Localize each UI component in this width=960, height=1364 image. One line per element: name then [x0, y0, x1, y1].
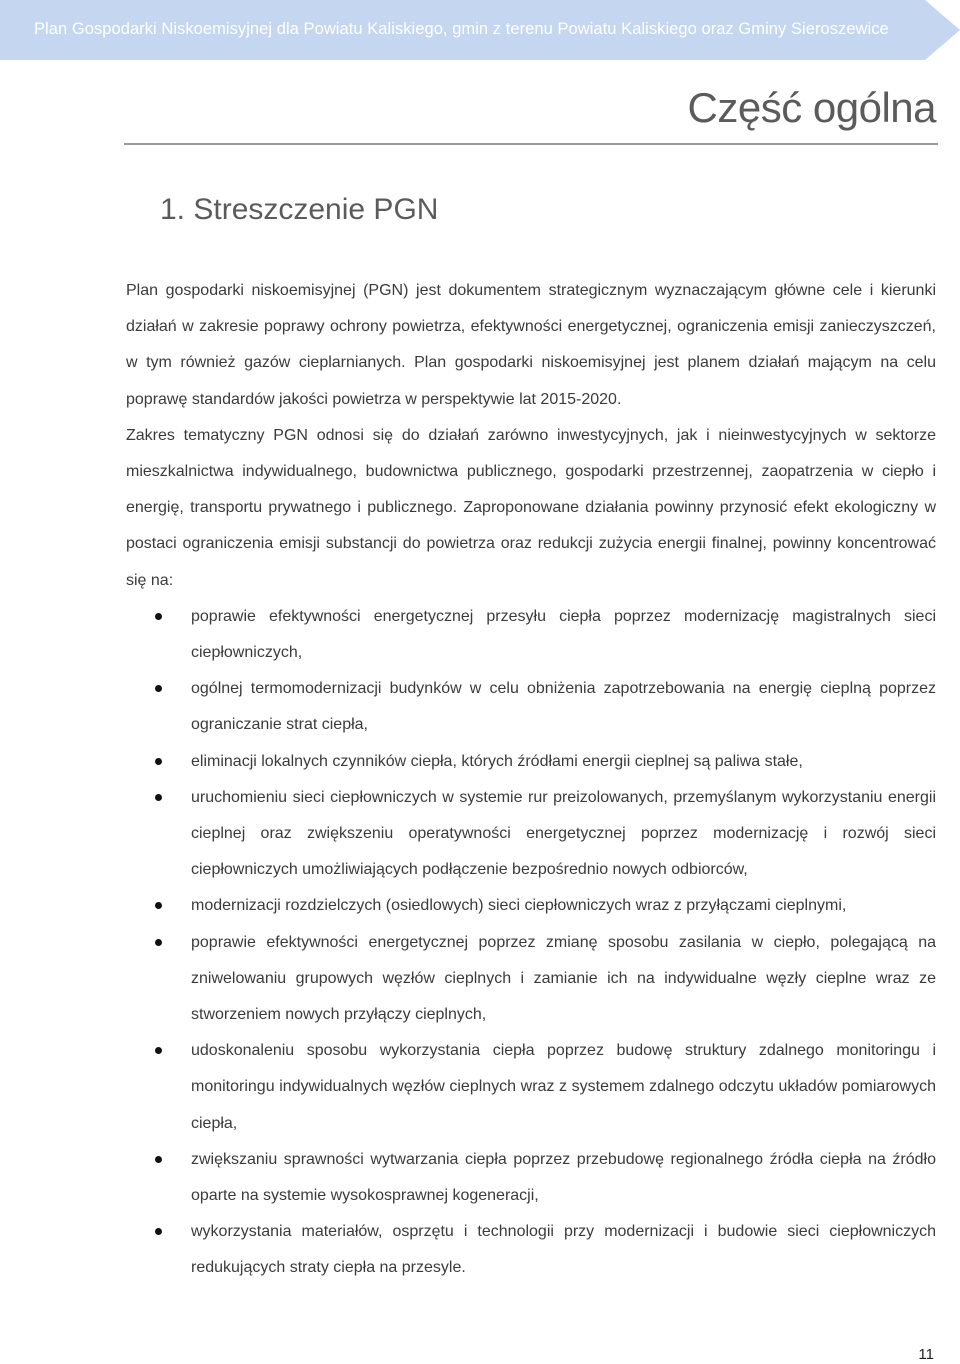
- bullet-dot-icon: [155, 794, 162, 801]
- paragraph-intro: Plan gospodarki niskoemisyjnej (PGN) jest dokumentem strategicznym wyznaczającym główne cele i kierunki działań w zakresie poprawy ochrony powietrza, efektywności energetycznej, ograniczenia emisji zanieczyszczeń, w tym również gazów cieplarnianych. Plan gospodarki niskoemisyjnej jest planem działań mającym na celu poprawę standardów jakości powietrza w perspektywie lat 2015-2020.: [126, 282, 936, 408]
- list-item-text: eliminacji lokalnych czynników ciepła, których źródłami energii cieplnej są paliwa stałe,: [191, 752, 803, 770]
- section-title: Część ogólna: [687, 84, 936, 131]
- bullet-dot-icon: [155, 758, 162, 765]
- header-banner-text: Plan Gospodarki Niskoemisyjnej dla Powiatu Kaliskiego, gmin z terenu Powiatu Kaliskiego oraz Gminy Sieroszewice: [34, 20, 889, 38]
- paragraph-scope: Zakres tematyczny PGN odnosi się do działań zarówno inwestycyjnych, jak i nieinwestycyjnych w sektorze mieszkalnictwa indywidualnego, budownictwa publicznego, gospodarki przestrzennej, zaopatrzenia w ciepło i energię, transportu prywatnego i publicznego. Zaproponowane działania powinny przynosić efekt ekologiczny w postaci ograniczenia emisji substancji do powietrza oraz redukcji zużycia energii finalnej, powinny koncentrować się na:: [126, 426, 936, 589]
- bullet-dot-icon: [155, 1156, 162, 1163]
- bullet-dot-icon: [155, 1228, 162, 1235]
- chapter-title: 1. Streszczenie PGN: [160, 193, 439, 226]
- list-item: [126, 744, 936, 780]
- list-item-text: uruchomieniu sieci ciepłowniczych w systemie rur preizolowanych, przemyślanym wykorzystaniu energii cieplnej oraz zwiększeniu operatywności energetycznej poprzez modernizację i rozwój sieci ciepłowniczych umożliwiających podłączenie bezpośrednio nowych odbiorców,: [191, 788, 936, 879]
- list-item-text: udoskonaleniu sposobu wykorzystania ciepła poprzez budowę struktury zdalnego monitoringu i monitoringu indywidualnych węzłów cieplnych wraz z systemem zdalnego odczytu układów pomiarowych ciepła,: [191, 1042, 936, 1132]
- bullet-dot-icon: [155, 685, 162, 692]
- bullet-list: [126, 599, 936, 1287]
- list-item-text: poprawie efektywności energetycznej przesyłu ciepła poprzez modernizację magistralnych sieci ciepłowniczych,: [191, 607, 936, 662]
- document-body: [126, 273, 936, 1287]
- bullet-dot-icon: [155, 902, 162, 909]
- list-item-text: modernizacji rozdzielczych (osiedlowych) sieci ciepłowniczych wraz z przyłączami cieplnymi,: [191, 897, 847, 915]
- list-item: [126, 780, 936, 889]
- list-item: [126, 925, 936, 1034]
- list-item-text: ogólnej termomodernizacji budynków w celu obniżenia zapotrzebowania na energię cieplną poprzez ograniczanie strat ciepła,: [191, 680, 936, 734]
- page-number: 11: [918, 1346, 934, 1363]
- bullet-dot-icon: [155, 613, 162, 620]
- list-item-text: wykorzystania materiałów, osprzętu i technologii przy modernizacji i budowie sieci ciepłowniczych redukujących straty ciepła na przesyle.: [191, 1223, 936, 1277]
- title-divider: [124, 143, 938, 145]
- list-item: [126, 1214, 936, 1286]
- bullet-dot-icon: [155, 1047, 162, 1054]
- list-item-text: poprawie efektywności energetycznej poprzez zmianę sposobu zasilania w ciepło, polegającą na zniwelowaniu grupowych węzłów cieplnych i zamianie ich na indywidualne węzły cieplne wraz ze stworzeniem nowych przyłączy cieplnych,: [191, 933, 936, 1024]
- list-item: [126, 599, 936, 671]
- list-item: [126, 1142, 936, 1214]
- list-item: [126, 1033, 936, 1142]
- list-item-text: zwiększaniu sprawności wytwarzania ciepła poprzez przebudowę regionalnego źródła ciepła na źródło oparte na systemie wysokosprawnej kogeneracji,: [191, 1150, 936, 1205]
- list-item: [126, 888, 936, 924]
- list-item: [126, 671, 936, 743]
- bullet-dot-icon: [155, 939, 162, 946]
